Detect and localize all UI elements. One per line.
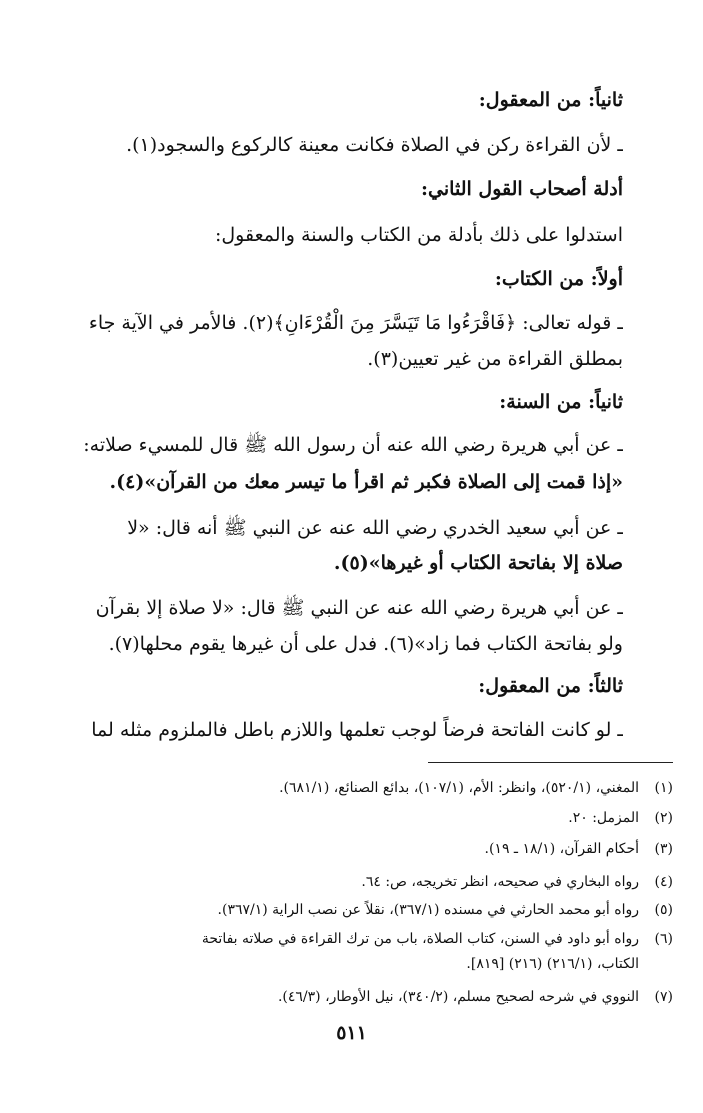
text-line: ـ لو كانت الفاتحة فرضاً لوجب تعلمها واللازم باطل فالملزوم مثله لما bbox=[91, 719, 623, 741]
heading-rational-evidence-3: ثالثاً: من المعقول: bbox=[478, 675, 623, 697]
text-line: ـ عن أبي سعيد الخدري رضي الله عنه عن النبي ﷺ أنه قال: «لا bbox=[127, 517, 623, 539]
heading-second-opinion-evidence: أدلة أصحاب القول الثاني: bbox=[421, 178, 623, 200]
footnote bbox=[33, 805, 673, 831]
text-line: بمطلق القراءة من غير تعيين(٣). bbox=[367, 348, 623, 370]
footnote bbox=[33, 897, 673, 923]
footnote-text: رواه أبو محمد الحارثي في مسنده (٣٦٧/١)، نقلاً عن نصب الراية (٣٦٧/١). bbox=[217, 902, 639, 918]
footnote-continuation bbox=[33, 951, 673, 977]
footnote-number: (٥) bbox=[654, 902, 673, 918]
footnote-number: (١) bbox=[654, 780, 673, 796]
footnote-text: الكتاب، (٢١٦/١) (٢١٦) [٨١٩]. bbox=[466, 956, 639, 972]
footnote-text: المزمل: ٢٠. bbox=[568, 810, 639, 826]
footnote bbox=[33, 836, 673, 862]
footnote-text: المغني، (٥٢٠/١)، وانظر: الأم، (١٠٧/١)، بدائع الصنائع، (٦٨١/١). bbox=[279, 780, 639, 796]
footnote-number: (٧) bbox=[654, 989, 673, 1005]
footnote bbox=[33, 775, 673, 801]
page-number: ٥١١ bbox=[336, 1022, 367, 1044]
footnote-text: رواه البخاري في صحيحه، انظر تخريجه، ص: ٦٤. bbox=[361, 874, 639, 890]
hadith-quote: صلاة إلا بفاتحة الكتاب أو غيرها»(٥). bbox=[333, 552, 623, 574]
footnote-number: (٢) bbox=[654, 810, 673, 826]
footnote-number: (٤) bbox=[654, 874, 673, 890]
heading-from-the-book: أولاً: من الكتاب: bbox=[494, 268, 623, 290]
text-line: ولو بفاتحة الكتاب فما زاد»(٦). فدل على أن غيرها يقوم محلها(٧). bbox=[108, 633, 623, 655]
heading-rational-evidence-1: ثانياً: من المعقول: bbox=[478, 89, 623, 111]
footnote-number: (٦) bbox=[654, 931, 673, 947]
text-line: ـ قوله تعالى: ﴿فَاقْرَءُوا مَا تَيَسَّرَ مِنَ الْقُرْءَانِ﴾(٢). فالأمر في الآية جاء bbox=[88, 312, 623, 334]
footnote bbox=[33, 984, 673, 1010]
footnote-separator bbox=[428, 762, 673, 763]
heading-from-the-sunnah: ثانياً: من السنة: bbox=[499, 391, 623, 413]
text-line: ـ عن أبي هريرة رضي الله عنه أن رسول الله ﷺ قال للمسيء صلاته: bbox=[83, 434, 623, 456]
text-line: ـ عن أبي هريرة رضي الله عنه عن النبي ﷺ قال: «لا صلاة إلا بقرآن bbox=[95, 597, 623, 619]
footnote-text: رواه أبو داود في السنن، كتاب الصلاة، باب من ترك القراءة في صلاته بفاتحة bbox=[201, 931, 639, 947]
footnote-number: (٣) bbox=[654, 841, 673, 857]
footnote-text: أحكام القرآن، (١٨/١ ـ ١٩). bbox=[484, 841, 639, 857]
footnote bbox=[33, 869, 673, 895]
hadith-quote: «إذا قمت إلى الصلاة فكبر ثم اقرأ ما تيسر معك من القرآن»(٤). bbox=[109, 471, 623, 493]
text-line: ـ لأن القراءة ركن في الصلاة فكانت معينة كالركوع والسجود(١). bbox=[126, 134, 623, 156]
footnote bbox=[33, 926, 673, 952]
text-line: استدلوا على ذلك بأدلة من الكتاب والسنة والمعقول: bbox=[214, 224, 623, 246]
footnote-text: النووي في شرحه لصحيح مسلم، (٣٤٠/٢)، نيل الأوطار، (٤٦/٣). bbox=[277, 989, 639, 1005]
